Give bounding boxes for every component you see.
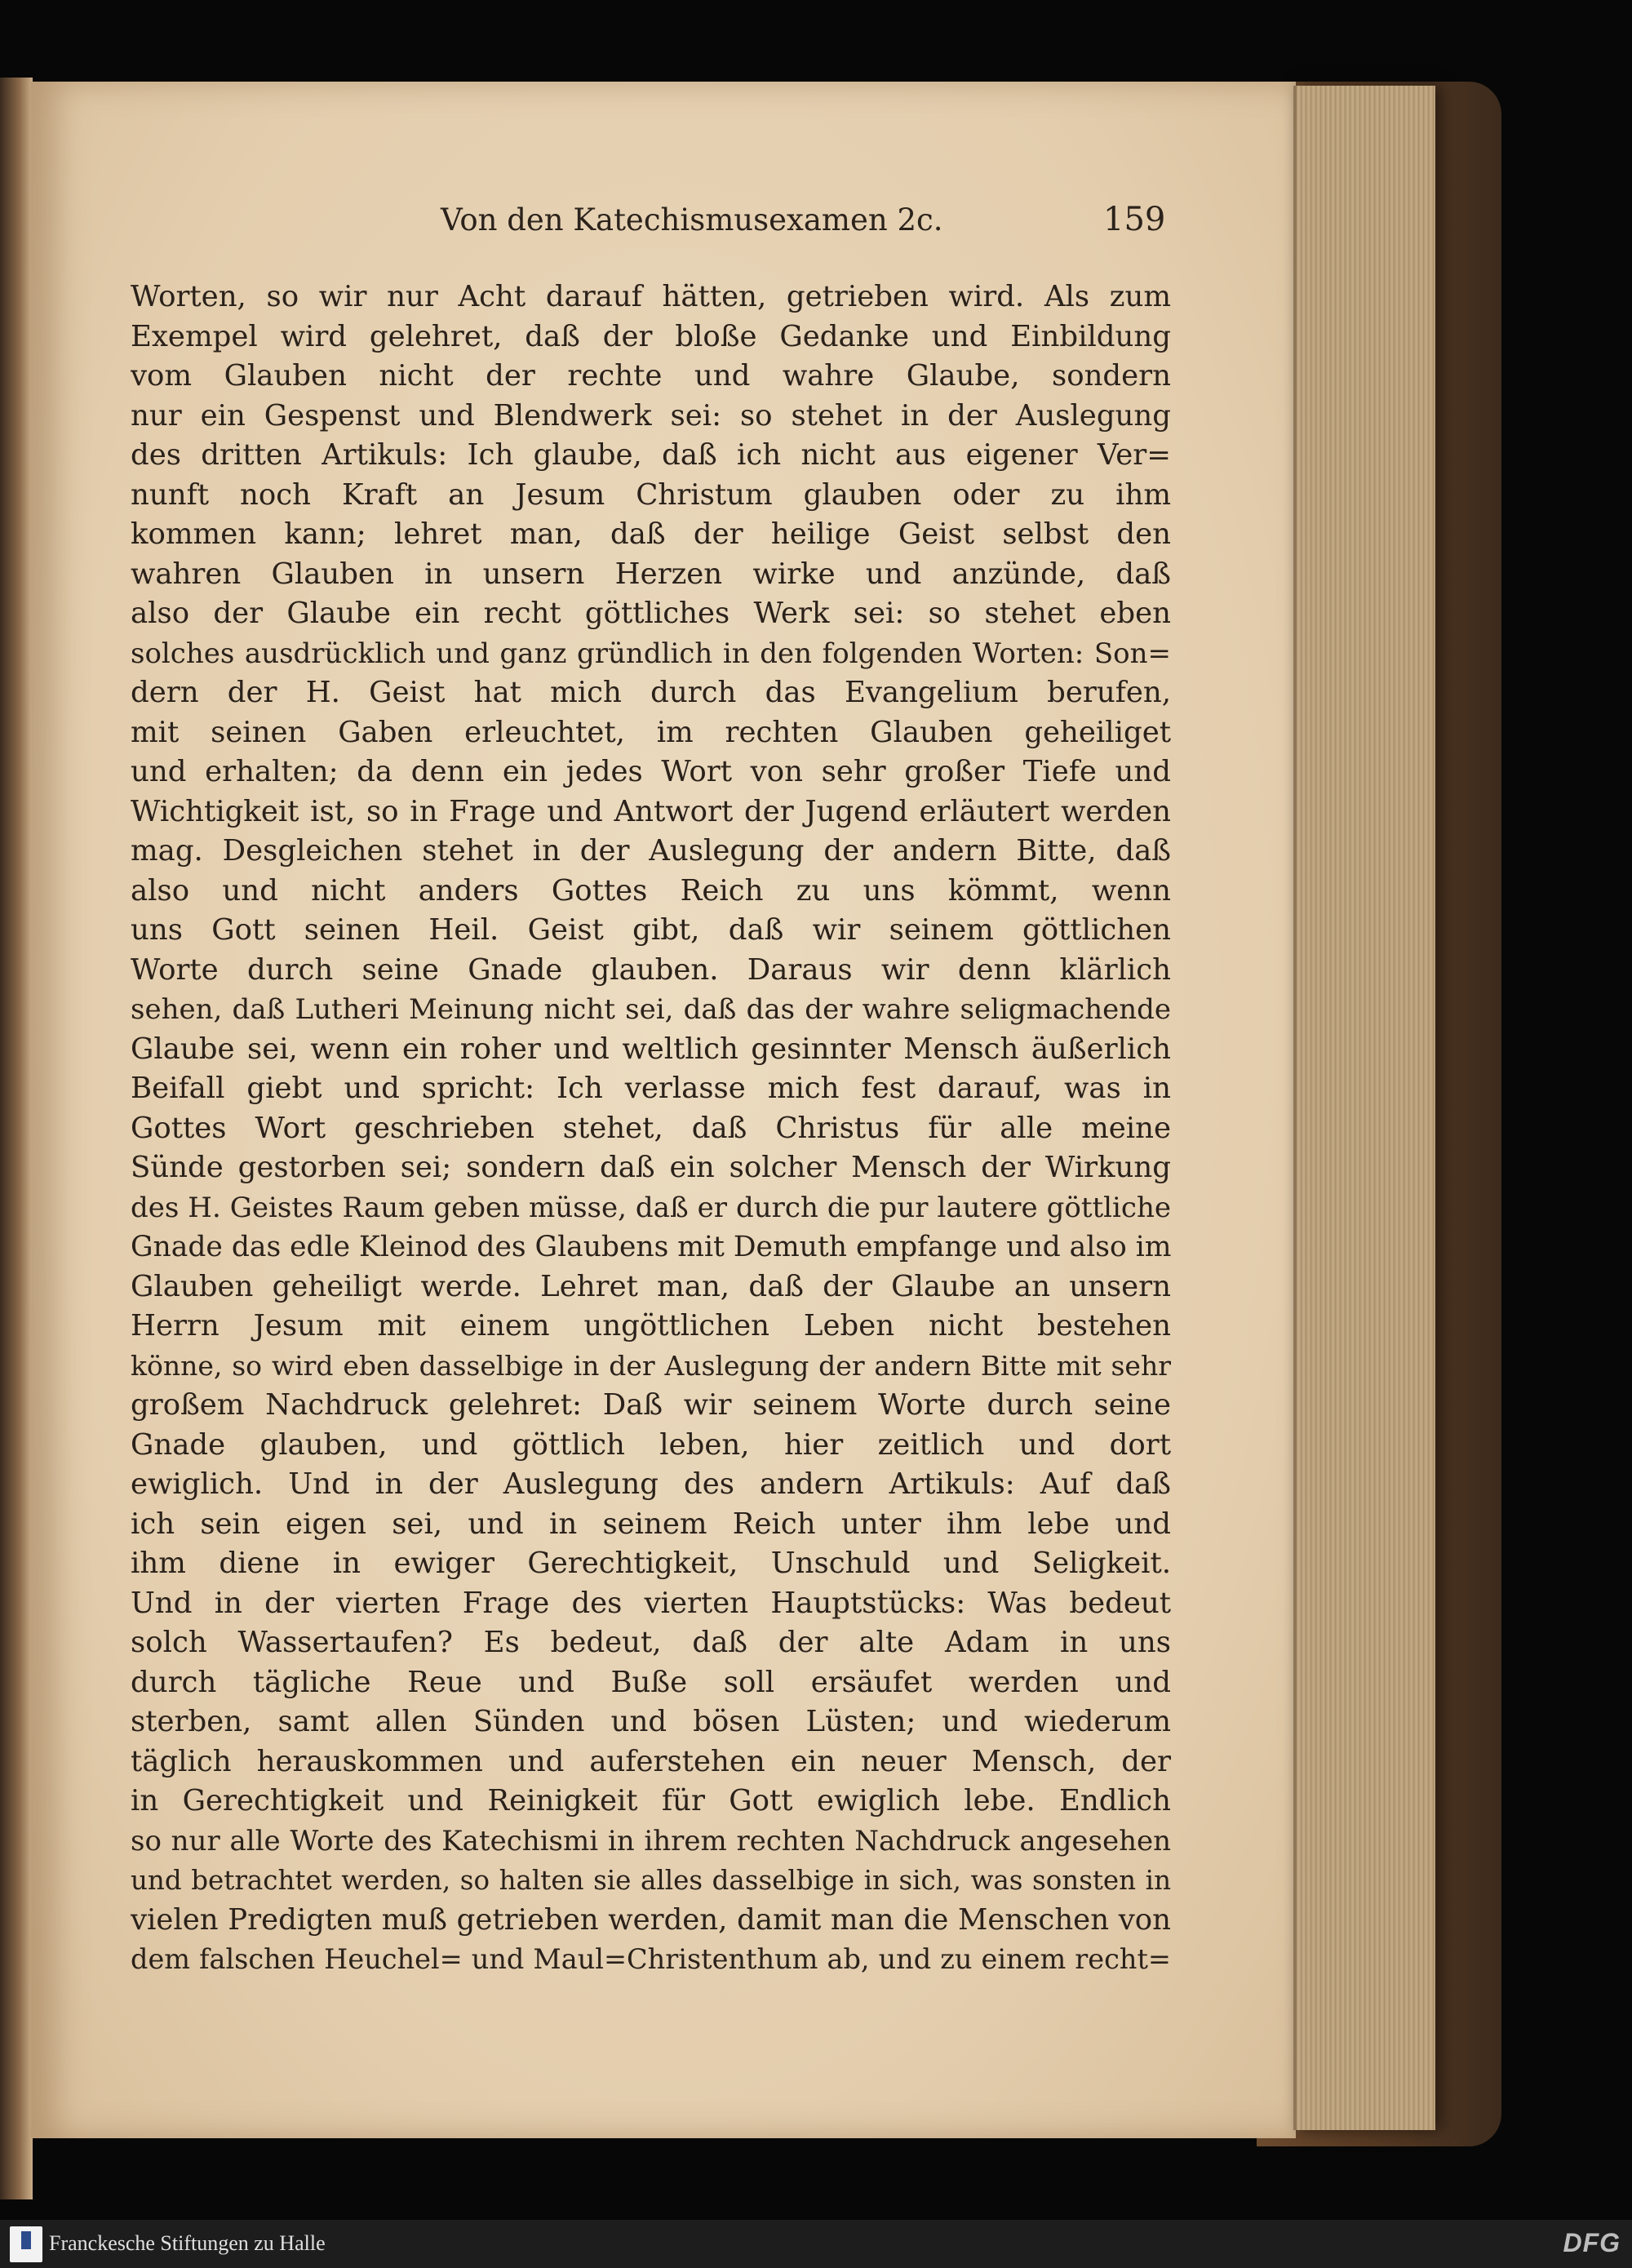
text-line: und betrachtet werden, so halten sie alles dasselbige in sich, was sonsten in bbox=[131, 1865, 1171, 1896]
text-line: Gnade das edle Kleinod des Glaubens mit Demuth empfange und also im bbox=[131, 1231, 1171, 1263]
text-line: Beifall giebt und spricht: Ich verlasse mich fest darauf, was in bbox=[131, 1072, 1171, 1105]
text-line: uns Gott seinen Heil. Geist gibt, daß wir seinem göttlichen bbox=[131, 913, 1171, 947]
text-line: ihm diene in ewiger Gerechtigkeit, Unschuld und Seligkeit. bbox=[131, 1547, 1171, 1580]
text-line: wahren Glauben in unsern Herzen wirke und anzünde, daß bbox=[131, 557, 1171, 591]
text-line: kommen kann; lehret man, daß der heilige Geist selbst den bbox=[131, 517, 1171, 551]
text-line: des dritten Artikuls: Ich glaube, daß ich nicht aus eigener Ver= bbox=[131, 438, 1171, 472]
text-line: Worte durch seine Gnade glauben. Daraus wir denn klärlich bbox=[131, 952, 1171, 987]
footer-institution: Franckesche Stiftungen zu Halle bbox=[49, 2231, 326, 2255]
footer-bar bbox=[0, 2220, 1632, 2268]
page-fore-edge bbox=[1293, 86, 1435, 2130]
text-line: in Gerechtigkeit und Reinigkeit für Gott ewiglich lebe. Endlich bbox=[131, 1784, 1171, 1818]
text-line: täglich herauskommen und auferstehen ein neuer Mensch, der bbox=[131, 1744, 1171, 1778]
text-line: solch Wassertaufen? Es bedeut, daß der alte Adam in uns bbox=[131, 1626, 1171, 1659]
text-line: Worten, so wir nur Acht darauf hätten, getrieben wird. Als zum bbox=[131, 280, 1171, 313]
francke-foundations-logo-icon bbox=[10, 2226, 42, 2262]
left-page-edge bbox=[0, 78, 33, 2199]
text-line: Gottes Wort geschrieben stehet, daß Christus für alle meine bbox=[131, 1111, 1171, 1145]
text-line: Herrn Jesum mit einem ungöttlichen Leben nicht bestehen bbox=[131, 1309, 1171, 1343]
text-line: nunft noch Kraft an Jesum Christum glauben oder zu ihm bbox=[131, 477, 1171, 512]
text-line: großem Nachdruck gelehret: Daß wir seinem Worte durch seine bbox=[131, 1388, 1171, 1422]
text-line: vielen Predigten muß getrieben werden, damit man die Menschen von bbox=[131, 1902, 1171, 1937]
text-line: sterben, samt allen Sünden und bösen Lüsten; und wiederum bbox=[131, 1705, 1171, 1738]
running-head: Von den Katechismusexamen 2c. bbox=[441, 202, 943, 237]
text-line: dem falschen Heuchel= und Maul=Christenthum ab, und zu einem recht= bbox=[131, 1943, 1171, 1975]
text-line: solches ausdrücklich und ganz gründlich in den folgenden Worten: Son= bbox=[131, 637, 1171, 670]
page-number: 159 bbox=[1103, 201, 1166, 238]
text-line: Wichtigkeit ist, so in Frage und Antwort der Jugend erläutert werden bbox=[131, 794, 1171, 828]
text-line: also der Glaube ein recht göttliches Werk sei: so stehet eben bbox=[131, 597, 1171, 630]
text-line: mit seinen Gaben erleuchtet, im rechten Glauben geheiliget bbox=[131, 715, 1171, 749]
text-line: des H. Geistes Raum geben müsse, daß er durch die pur lautere göttliche bbox=[131, 1191, 1171, 1224]
text-line: Und in der vierten Frage des vierten Hauptstücks: Was bedeut bbox=[131, 1586, 1171, 1620]
text-line: ewiglich. Und in der Auslegung des andern Artikuls: Auf daß bbox=[131, 1467, 1171, 1501]
body-text bbox=[131, 277, 1171, 1980]
text-line: Exempel wird gelehret, daß der bloße Gedanke und Einbildung bbox=[131, 319, 1171, 353]
text-line: Glaube sei, wenn ein roher und weltlich gesinnter Mensch äußerlich bbox=[131, 1032, 1171, 1066]
text-line: dern der H. Geist hat mich durch das Evangelium berufen, bbox=[131, 676, 1171, 709]
text-line: so nur alle Worte des Katechismi in ihrem rechten Nachdruck angesehen bbox=[131, 1824, 1171, 1857]
text-line: sehen, daß Lutheri Meinung nicht sei, daß das der wahre seligmachende bbox=[131, 993, 1171, 1026]
text-line: Glauben geheiligt werde. Lehret man, daß der Glaube an unsern bbox=[131, 1269, 1171, 1303]
text-line: Sünde gestorben sei; sondern daß ein solcher Mensch der Wirkung bbox=[131, 1151, 1171, 1184]
text-line: vom Glauben nicht der rechte und wahre Glaube, sondern bbox=[131, 359, 1171, 393]
text-line: mag. Desgleichen stehet in der Auslegung der andern Bitte, daß bbox=[131, 834, 1171, 868]
text-line: Gnade glauben, und göttlich leben, hier zeitlich und dort bbox=[131, 1427, 1171, 1462]
text-line: könne, so wird eben dasselbige in der Auslegung der andern Bitte mit sehr bbox=[131, 1349, 1171, 1382]
dfg-logo: DFG bbox=[1563, 2228, 1621, 2257]
text-line: durch tägliche Reue und Buße soll ersäufet werden und bbox=[131, 1665, 1171, 1699]
text-line: und erhalten; da denn ein jedes Wort von sehr großer Tiefe und bbox=[131, 755, 1171, 788]
text-line: also und nicht anders Gottes Reich zu uns kömmt, wenn bbox=[131, 873, 1171, 908]
text-line: nur ein Gespenst und Blendwerk sei: so stehet in der Auslegung bbox=[131, 398, 1171, 433]
text-line: ich sein eigen sei, und in seinem Reich unter ihm lebe und bbox=[131, 1507, 1171, 1541]
